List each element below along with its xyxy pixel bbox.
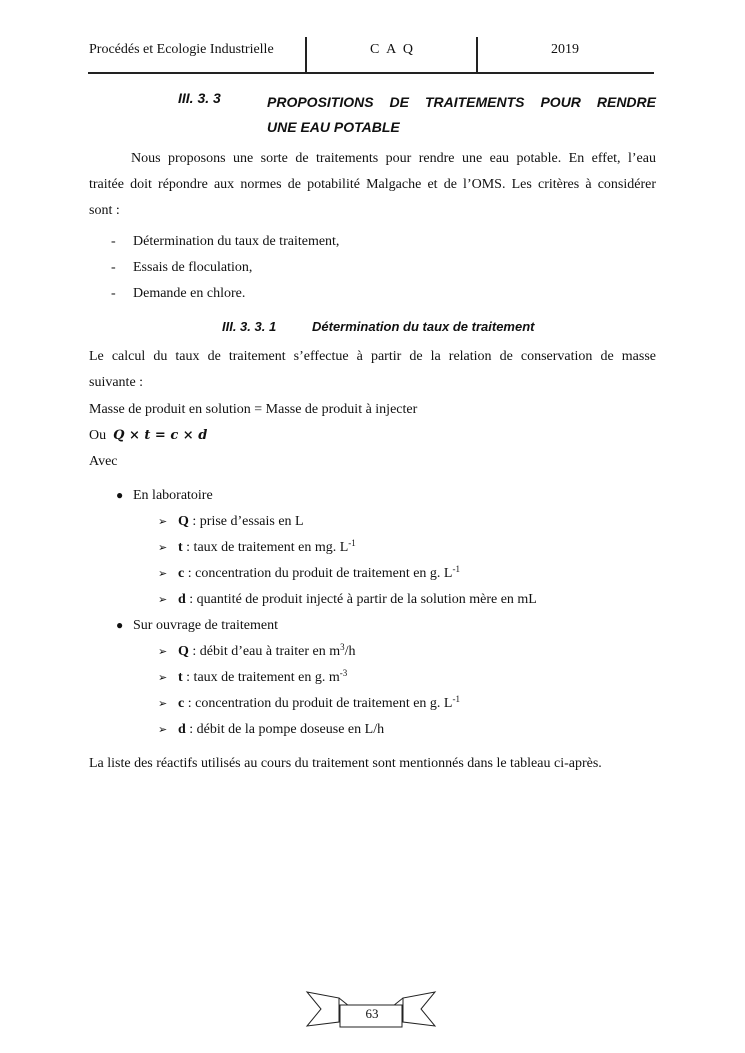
equation: 𝑸 × 𝒕 = 𝒄 × 𝒅	[113, 428, 208, 443]
intro-paragraph	[89, 146, 656, 224]
calc-paragraph	[89, 344, 656, 396]
mass-relation: Masse de produit en solution = Masse de produit à injecter	[89, 402, 418, 417]
page-number: 63	[365, 1006, 379, 1021]
subsection-number: III. 3. 3. 1	[222, 319, 277, 334]
arrow-bullet-icon: ➢	[158, 646, 168, 658]
paragraph-line: suivante :	[89, 375, 144, 390]
arrow-bullet-icon: ➢	[158, 698, 168, 710]
bullet-icon: ●	[116, 618, 124, 632]
paragraph-line: traitée doit répondre aux normes de potabilité Malgache et de l’OMS. Les critères à considérer	[89, 177, 656, 192]
arrow-bullet-icon: ➢	[158, 594, 168, 606]
arrow-bullet-icon: ➢	[158, 672, 168, 684]
bullet-icon: ●	[116, 488, 124, 502]
header-center-label: C A Q	[370, 42, 416, 57]
section-number: III. 3. 3	[178, 90, 221, 106]
bullet-item: ● Sur ouvrage de traitement	[116, 618, 279, 633]
definition-item: ➢ t : taux de traitement en mg. $L^{-1}$	[158, 538, 356, 555]
avec-label: Avec	[89, 454, 118, 469]
paragraph-line: Le calcul du taux de traitement s’effectue à partir de la relation de conservation de masse	[89, 349, 656, 364]
ou-label: Ou	[89, 428, 107, 443]
paragraph-line: Nous proposons une sorte de traitements pour rendre une eau potable. En effet, l’eau	[131, 151, 656, 166]
section-title-line: UNE EAU POTABLE	[267, 119, 400, 135]
list-item: - Essais de floculation,	[111, 260, 253, 275]
arrow-bullet-icon: ➢	[158, 724, 168, 736]
section-title	[267, 90, 656, 140]
section-title-line: PROPOSITIONS DE TRAITEMENTS POUR RENDRE	[267, 94, 656, 110]
paragraph-line: sont :	[89, 203, 120, 218]
list-item: - Détermination du taux de traitement,	[111, 234, 340, 249]
list-item: - Demande en chlore.	[111, 286, 246, 301]
closing-sentence: La liste des réactifs utilisés au cours du traitement sont mentionnés dans le tableau ci-après.	[89, 756, 602, 771]
subsection-title: Détermination du taux de traitement	[312, 319, 535, 334]
definition-item: ➢ t : taux de traitement en g. $m^{-3}$	[158, 668, 348, 685]
header-rule	[88, 72, 654, 74]
header-separator	[476, 37, 478, 73]
header-course-title: Procédés et Ecologie Industrielle	[89, 42, 274, 57]
definition-item: ➢ c : concentration du produit de traitement en g. $L^{-1}$	[158, 564, 460, 581]
definition-item: ➢ d : débit de la pompe doseuse en L/h	[158, 722, 385, 737]
definition-item: ➢ Q : débit d’eau à traiter en $m^3/h$	[158, 642, 356, 659]
definition-item: ➢ d : quantité de produit injecté à partir de la solution mère en mL	[158, 592, 537, 607]
bullet-item: ● En laboratoire	[116, 488, 213, 503]
header-year: 2019	[551, 42, 579, 57]
arrow-bullet-icon: ➢	[158, 568, 168, 580]
arrow-bullet-icon: ➢	[158, 542, 168, 554]
definition-item: ➢ Q : prise d’essais en L	[158, 514, 304, 529]
equation-line	[89, 428, 207, 444]
arrow-bullet-icon: ➢	[158, 516, 168, 528]
definition-item: ➢ c : concentration du produit de traitement en g. $L^{-1}$	[158, 694, 460, 711]
header-separator	[305, 37, 307, 73]
